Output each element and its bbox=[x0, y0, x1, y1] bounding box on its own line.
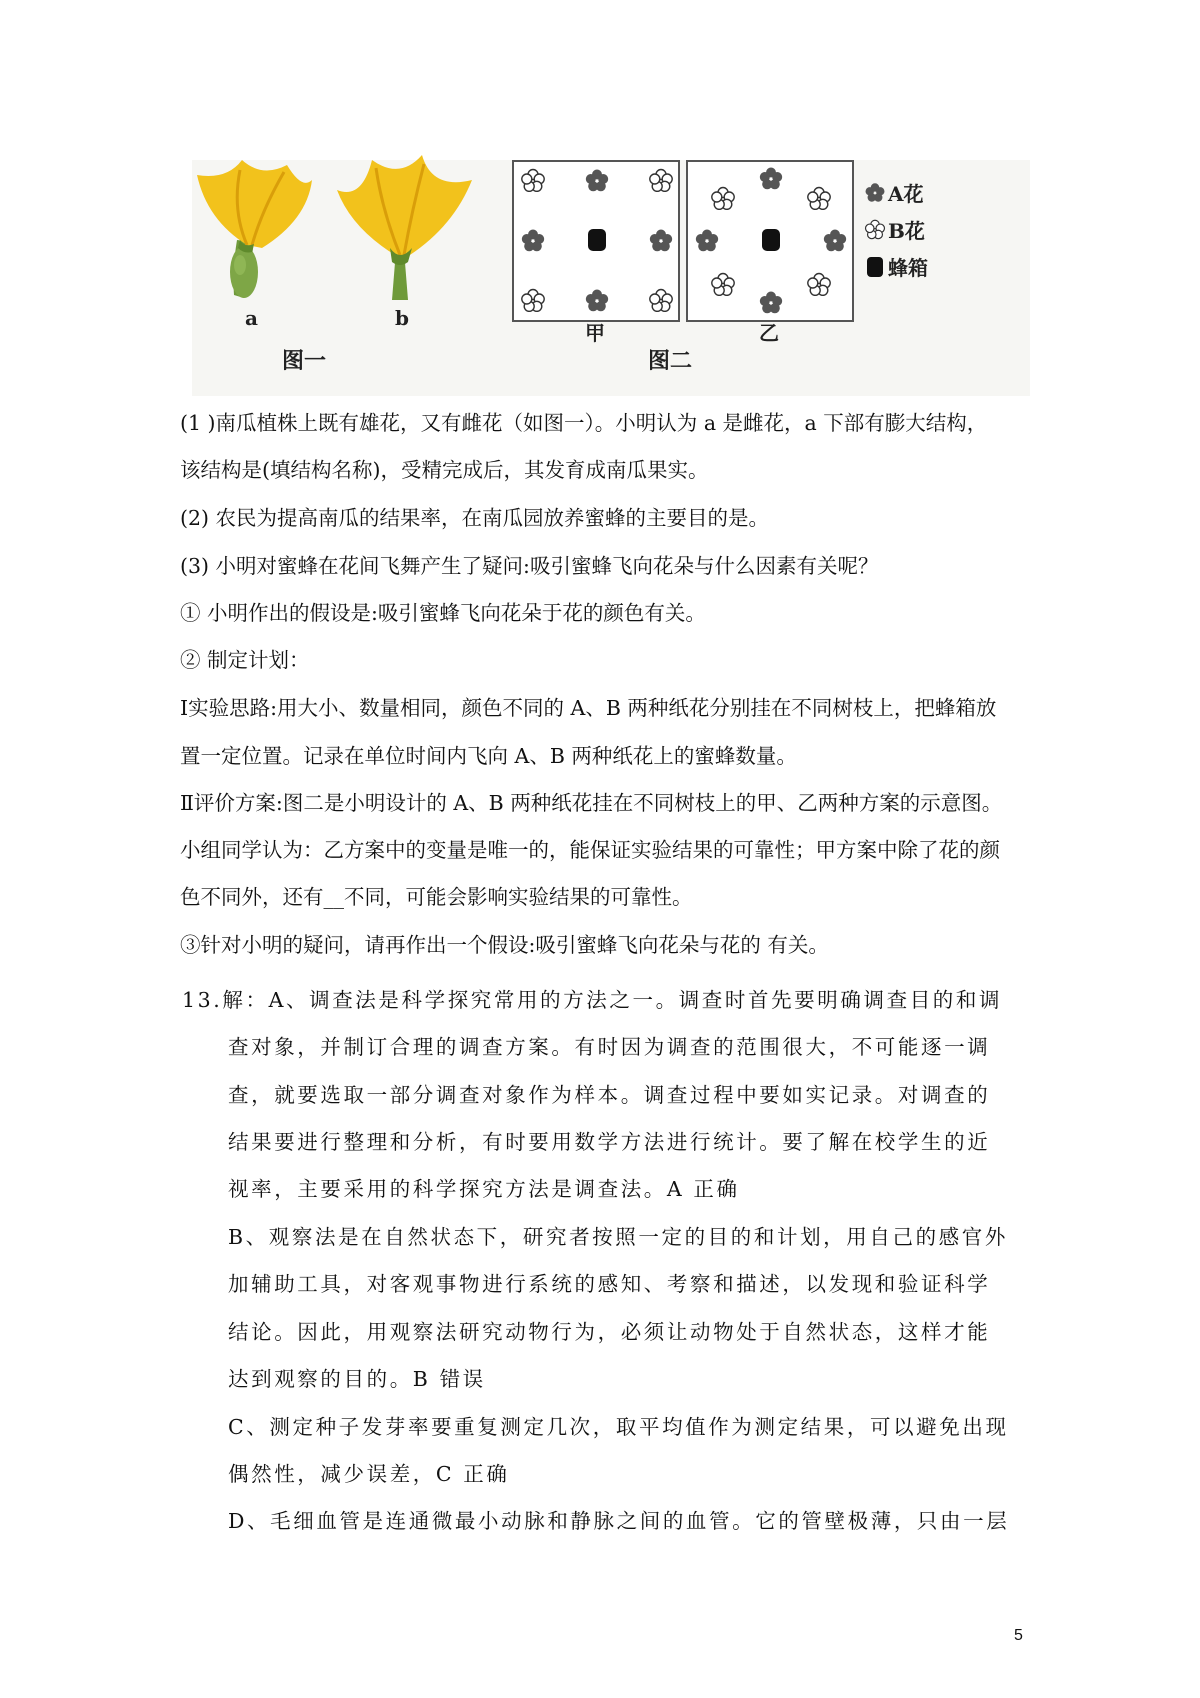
legend bbox=[864, 178, 928, 281]
b-flower-icon bbox=[520, 288, 546, 314]
a-flower-icon bbox=[822, 228, 848, 254]
text-line: Ⅱ评价方案:图二是小明设计的 A、B 两种纸花挂在不同树枝上的甲、乙两种方案的示意图。 bbox=[180, 791, 1003, 815]
a-flower-icon bbox=[584, 288, 610, 314]
figure-2-caption: 图二 bbox=[648, 348, 693, 374]
beehive-icon bbox=[588, 229, 606, 251]
b-flower-icon bbox=[864, 219, 886, 241]
text-line: ① 小明作出的假设是:吸引蜜蜂飞向花朵于花的颜色有关。 bbox=[180, 601, 706, 625]
legend-beehive: 蜂箱 bbox=[864, 252, 928, 281]
flower-b-label: b bbox=[395, 306, 409, 330]
a-flower-icon bbox=[648, 228, 674, 254]
b-flower-icon bbox=[806, 272, 832, 298]
text-line: (3) 小明对蜜蜂在花间飞舞产生了疑问:吸引蜜蜂飞向花朵与什么因素有关呢？ bbox=[180, 554, 879, 578]
b-flower-icon bbox=[806, 186, 832, 212]
answer-line: 加辅助工具，对客观事物进行系统的感知、考察和描述，以发现和验证科学 bbox=[228, 1272, 991, 1296]
answer-line: 结论。因此，用观察法研究动物行为，必须让动物处于自然状态，这样才能 bbox=[228, 1320, 991, 1344]
a-flower-icon bbox=[520, 228, 546, 254]
a-flower-icon bbox=[694, 228, 720, 254]
female-flower-a-illustration bbox=[192, 160, 332, 320]
answer-line: 查，就要选取一部分调查对象作为样本。调查过程中要如实记录。对调查的 bbox=[228, 1083, 991, 1107]
answer-line: B、观察法是在自然状态下，研究者按照一定的目的和计划，用自己的感官外 bbox=[228, 1225, 1008, 1249]
a-flower-icon bbox=[758, 166, 784, 192]
b-flower-icon bbox=[648, 288, 674, 314]
b-flower-icon bbox=[710, 186, 736, 212]
page-number: 5 bbox=[1014, 1627, 1023, 1644]
answer-line: 查对象，并制订合理的调查方案。有时因为调查的范围很大，不可能逐一调 bbox=[228, 1035, 991, 1059]
plan-yi-diagram bbox=[686, 160, 854, 322]
beehive-icon bbox=[867, 257, 883, 277]
answer-line: 结果要进行整理和分析，有时要用数学方法进行统计。要了解在校学生的近 bbox=[228, 1130, 991, 1154]
figure-area bbox=[192, 160, 1030, 396]
text-line: 小组同学认为：乙方案中的变量是唯一的，能保证实验结果的可靠性；甲方案中除了花的颜 bbox=[180, 838, 1000, 862]
b-flower-icon bbox=[648, 168, 674, 194]
text-line: ② 制定计划： bbox=[180, 648, 310, 672]
text-line: ③针对小明的疑问，请再作出一个假设:吸引蜜蜂飞向花朵与花的 有关。 bbox=[180, 933, 829, 957]
beehive-icon bbox=[762, 229, 780, 251]
plan-yi-label: 乙 bbox=[759, 321, 779, 345]
plan-jia-label: 甲 bbox=[585, 321, 605, 345]
flower-a-label: a bbox=[245, 306, 258, 330]
text-line: 该结构是(填结构名称)，受精完成后，其发育成南瓜果实。 bbox=[180, 458, 709, 482]
answer-line: D、毛细血管是连通微最小动脉和静脉之间的血管。它的管壁极薄，只由一层 bbox=[228, 1509, 1010, 1533]
legend-a-flower: A花 bbox=[864, 178, 928, 207]
text-line: Ⅰ实验思路:用大小、数量相同，颜色不同的 A、B 两种纸花分别挂在不同树枝上，把蜂箱放 bbox=[180, 696, 997, 720]
a-flower-icon bbox=[758, 290, 784, 316]
legend-b-flower: B花 bbox=[864, 215, 928, 244]
text-line: 置一定位置。记录在单位时间内飞向 A、B 两种纸花上的蜜蜂数量。 bbox=[180, 744, 797, 768]
text-line: (1 )南瓜植株上既有雄花，又有雌花（如图一）。小明认为 a 是雌花，a 下部有膨大结构， bbox=[180, 411, 988, 435]
text-line: (2) 农民为提高南瓜的结果率，在南瓜园放养蜜蜂的主要目的是。 bbox=[180, 506, 770, 530]
a-flower-icon bbox=[864, 182, 886, 204]
answer-line: C、测定种子发芽率要重复测定几次，取平均值作为测定结果，可以避免出现 bbox=[228, 1415, 1009, 1439]
answer-line: 视率，主要采用的科学探究方法是调查法。A 正确 bbox=[228, 1177, 740, 1201]
text-line: 色不同外，还有__不同，可能会影响实验结果的可靠性。 bbox=[180, 885, 693, 909]
plan-jia-diagram bbox=[512, 160, 680, 322]
b-flower-icon bbox=[710, 272, 736, 298]
b-flower-icon bbox=[520, 168, 546, 194]
a-flower-icon bbox=[584, 168, 610, 194]
answer-line: 偶然性，减少误差，C 正确 bbox=[228, 1462, 510, 1486]
answer-line: 达到观察的目的。B 错误 bbox=[228, 1367, 486, 1391]
figure-1-caption: 图一 bbox=[282, 348, 327, 374]
male-flower-b-illustration bbox=[312, 150, 492, 310]
answer-heading-line: 13.解：A、调查法是科学探究常用的方法之一。调查时首先要明确调查目的和调 bbox=[182, 988, 1003, 1012]
